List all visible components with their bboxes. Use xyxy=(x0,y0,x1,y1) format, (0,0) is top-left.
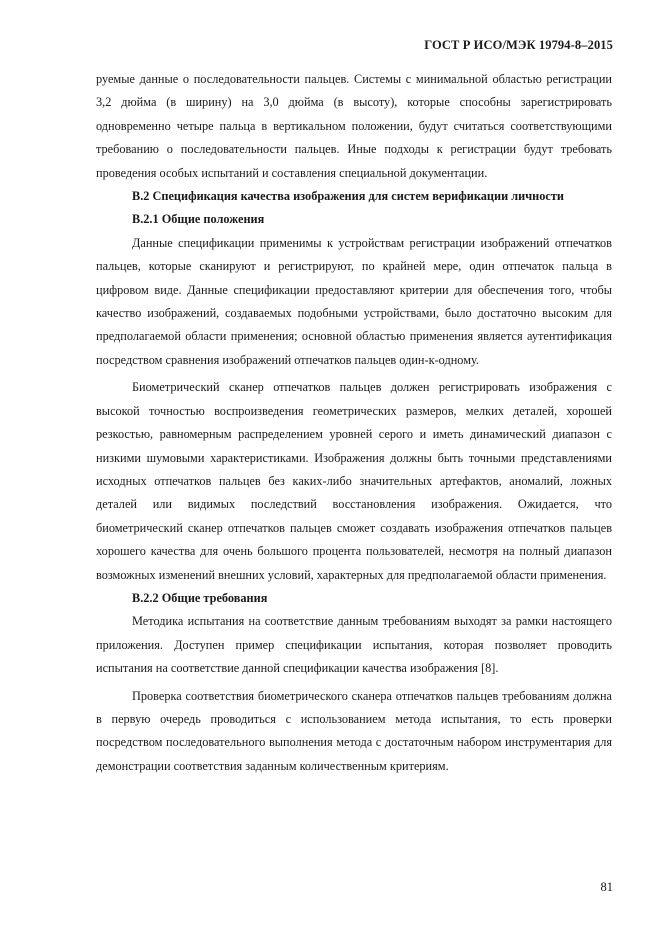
paragraph-continuation: руемые данные о последовательности пальцев. Системы с минимальной областью регистрации 3,2 дюйма (в ширину) на 3,0 дюйма (в высоту), которые способны зарегистрировать одновременно четыре пальца в вертикальном положении, будут считаться соответствующими требованию о последовательности пальцев. Иные подходы к регистрации будут требовать проведения особых испытаний и составления специальной документации. xyxy=(96,72,612,180)
section-heading-b2: В.2 Спецификация качества изображения для систем верификации личности xyxy=(132,189,564,204)
paragraph-test-method: Методика испытания на соответствие данным требованиям выходят за рамки настоящего приложения. Доступен пример спецификации испытания, которая позволяет проводить испытания на соответствие данной спецификации качества изображения [8]. xyxy=(96,614,612,676)
document-header: ГОСТ Р ИСО/МЭК 19794-8–2015 xyxy=(424,38,613,52)
page-number: 81 xyxy=(600,880,613,894)
paragraph-scanner-requirements: Биометрический сканер отпечатков пальцев должен регистрировать изображения с высокой точностью воспроизведения геометрических размеров, мелких деталей, хорошей резкостью, равномерным распределением уровней серого и иметь динамический диапазон с низкими шумовыми характеристиками. Изображения должны быть точными представлениями исходных отпечатков пальцев без каких-либо значительных артефактов, аномалий, ложных деталей или видимых последствий восстановления изображения. Ожидается, что биометрический сканер отпечатков пальцев сможет создавать изображения отпечатков пальцев хорошего качества для очень большого процента пользователей, несмотря на полный диапазон возможных изменений внешних условий, характерных для предполагаемой области применения. xyxy=(96,380,612,582)
paragraph-scope: Данные спецификации применимы к устройствам регистрации изображений отпечатков пальцев, которые сканируют и регистрируют, по крайней мере, один отпечаток пальца в цифровом виде. Данные спецификации предоставляют критерии для обеспечения того, чтобы качество изображений, создаваемых подобными устройствами, было достаточно высоким для предполагаемой области применения; основной областью применения является аутентификация посредством сравнения изображений отпечатков пальцев один-к-одному. xyxy=(96,235,612,367)
subsection-heading-b22: В.2.2 Общие требования xyxy=(132,590,268,605)
subsection-heading-b21: В.2.1 Общие положения xyxy=(132,212,265,227)
paragraph-compliance-check: Проверка соответствия биометрического сканера отпечатков пальцев требованиям должна в первую очередь проводиться с использованием метода испытания, то есть проверки посредством последовательного выполнения метода с достаточным набором инструментария для демонстрации соответствия заданным количественным критериям. xyxy=(96,688,612,773)
document-body xyxy=(96,68,612,778)
